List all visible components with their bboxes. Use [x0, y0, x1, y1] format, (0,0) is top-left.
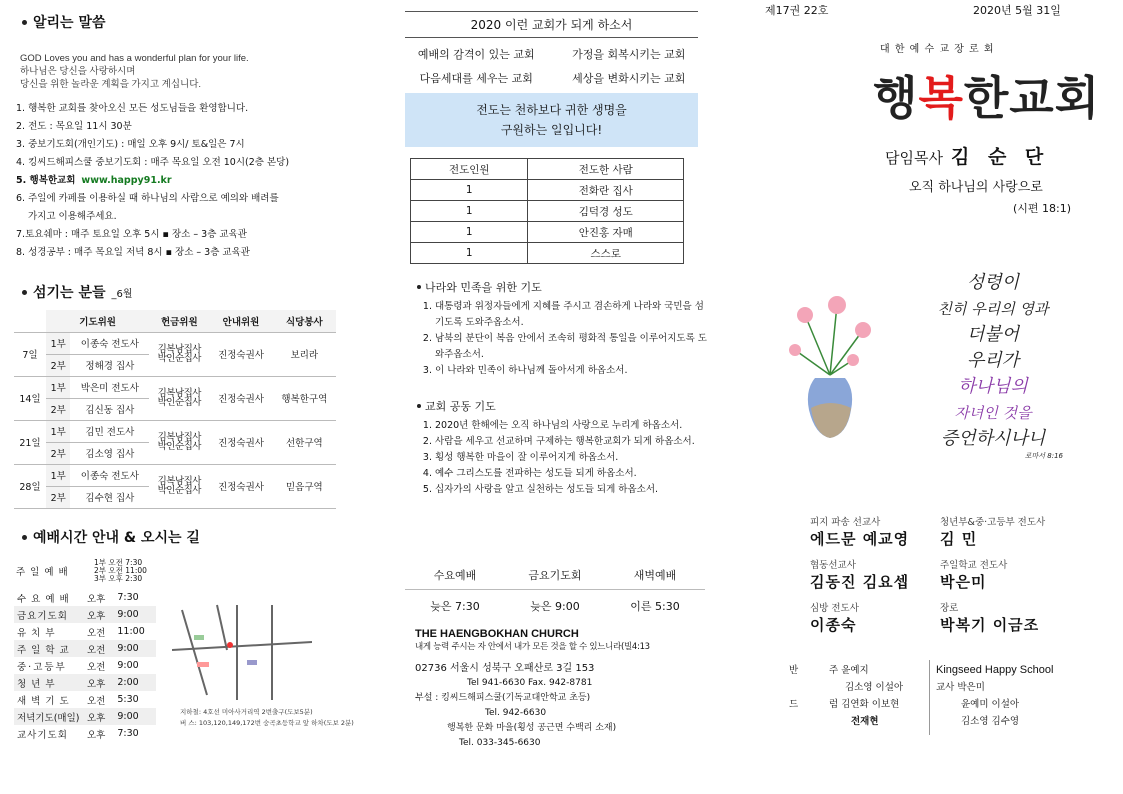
vision-item: 가정을 회복시키는 교회 — [572, 48, 686, 61]
table-row: 1 스스로 — [411, 243, 684, 264]
list-item: 5. 십자가의 사랑을 알고 실천하는 성도들 되게 하옵소서. — [435, 482, 707, 498]
vision-title: 2020 이런 교회가 되게 하소서 — [405, 11, 698, 38]
bullet-icon — [417, 285, 421, 289]
bullet-icon — [417, 404, 421, 408]
table-row: 1 김덕경 성도 — [411, 201, 684, 222]
issue-date: 2020년 5월 31일 — [973, 4, 1061, 17]
table-row: 1 안진홍 자매 — [411, 222, 684, 243]
vision-list — [400, 46, 705, 86]
evangelism-banner: 전도는 천하보다 귀한 생명을 구원하는 일입니다! — [405, 93, 698, 147]
flower-vase-image — [775, 290, 885, 440]
bullet-icon — [22, 535, 27, 540]
notice-item: 2. 전도 : 목요일 11시 30분 — [16, 121, 132, 132]
weekday-services: 수요예배 금요기도회 새벽예배 늦은 7:30 늦은 9:00 이른 5:30 — [405, 567, 705, 614]
evangelism-table: 전도인원 전도한 사람 1 전화란 집사 1 김덕경 성도 1 안진홍 자매 1 스스로 — [410, 158, 684, 264]
theme-verse-ref: (시편 18:1) — [1013, 202, 1072, 215]
vision-item: 세상을 변화시키는 교회 — [572, 72, 686, 85]
church-prayer: 교회 공동 기도 1. 2020년 한해에는 오직 하나님의 사랑으로 누리게 하옵소서. 2. 사람을 세우고 선교하며 구제하는 행복한교회가 되게 하옵소서. 3. 횡성 행복한 마을이 잘 이루어지게 하옵소서. 4. 예수 그리스도를 전파하는 성도들 되게 하옵소서. 5. 십자가의 사랑을 알고 실천하는 성도들 되게 하옵소서. — [417, 398, 707, 498]
servers-title: 섬기는 분들 _6월 — [22, 282, 133, 302]
directions-map — [172, 600, 312, 705]
bullet-icon — [22, 290, 27, 295]
table-row: 유치부 오전 11:00 — [17, 626, 145, 639]
list-item: 2. 사람을 세우고 선교하며 구제하는 행복한교회가 되게 하옵소서. — [435, 434, 707, 450]
list-item: 2. 남북의 분단이 복음 안에서 조속히 평화적 통일을 이루어지도록 도와주옵소서. — [435, 331, 707, 363]
worship-times-table — [14, 589, 156, 742]
flower-icon — [775, 290, 885, 440]
kingseed-school: Kingseed Happy School 교사 박은미 윤예미 이설아 김소영 김수영 — [936, 664, 1054, 727]
table-row: 2부 김신동 집사 — [14, 398, 336, 420]
notice-item: 4. 킹씨드해피스쿨 중보기도회 : 매주 목요일 오전 10시(2층 본당) — [16, 157, 290, 168]
table-row: 교사기도회 오후 7:30 — [17, 728, 139, 741]
list-item: 4. 예수 그리스도를 전파하는 성도들 되게 하옵소서. — [435, 466, 707, 482]
table-row: 주일학교 오전 9:00 — [14, 640, 156, 657]
band-team: 반 주 윤예지 김소영 이설아 드 럼 김연화 이보현 전재현 — [789, 665, 904, 727]
sunday-worship: 주일예배 1부 오전 7:30 2부 오전 11:00 3부 오후 2:30 — [16, 558, 147, 583]
middle-column — [395, 0, 715, 794]
prayer-list — [417, 418, 707, 498]
list-item: 1. 2020년 한해에는 오직 하나님의 사랑으로 누리게 하옵소서. — [435, 418, 707, 434]
staff-entry: 협동선교사 김동진 김요셉 — [810, 560, 910, 591]
bullet-icon — [22, 20, 27, 25]
nation-prayer: 나라와 민족을 위한 기도 1. 대통령과 위정자들에게 지혜를 주시고 겸손하게 나라와 국민을 섬기도록 도와주옵소서. 2. 남북의 분단이 복음 안에서 조속히 평화적 통일을 이루어지도록 도와주옵소서. 3. 이 나라와 민족이 하나님께 돌아서게 하옵소서. — [417, 279, 707, 379]
staff-entry: 심방 전도사 이종숙 — [810, 603, 859, 634]
staff-entry: 청년부&중·고등부 전도사 김 민 — [940, 517, 1046, 548]
staff-entry: 피지 파송 선교사 에드문 예교영 — [810, 517, 910, 548]
table-row: 2부 김소영 집사 — [14, 442, 336, 464]
table-row: 28일 1부 이종숙 전도사 김복남집사 박인순집사 진정숙권사 믿음구역 — [14, 464, 336, 486]
notice-item: 8. 성경공부 : 매주 목요일 저녁 8시 ▪ 장소 – 3층 교육관 — [16, 247, 250, 258]
table-row: 중·고등부 오전 9:00 — [17, 660, 139, 673]
table-row: 금요기도회 오후 9:00 — [14, 606, 156, 623]
table-row: 청년부 오후 2:00 — [14, 674, 156, 691]
notice-item: 5. 행복한교회 www.happy91.kr — [16, 175, 172, 186]
list-item: 3. 횡성 행복한 마을이 잘 이루어지게 하옵소서. — [435, 450, 707, 466]
table-row: 7일 1부 이종숙 전도사 김복남집사 박인순집사 진정숙권사 보리라 — [14, 332, 336, 354]
notice-list — [16, 100, 356, 262]
notice-item: 1. 행복한 교회를 찾아오신 모든 성도님들을 환영합니다. — [16, 103, 249, 114]
worship-title: 예배시간 안내 & 오시는 길 — [22, 527, 200, 547]
left-column — [0, 0, 360, 794]
prayer-list — [417, 299, 707, 379]
table-row: 14일 1부 박은미 전도사 김복남집사 박인순집사 진정숙권사 행복한구역 — [14, 376, 336, 398]
address: 02736 서울시 성북구 오패산로 3길 153 — [415, 663, 595, 674]
list-item: 1. 대통령과 위정자들에게 지혜를 주시고 겸손하게 나라와 국민을 섬기도록 도와주옵소서. — [435, 299, 707, 331]
website-link[interactable]: www.happy91.kr — [81, 175, 172, 186]
list-item: 3. 이 나라와 민족이 하나님께 돌아서게 하옵소서. — [435, 363, 707, 379]
church-logo: 행복한교회 — [873, 71, 1101, 125]
church-info: THE HAENGBOKHAN CHURCH 내게 능력 주시는 자 안에서 내가 모든 것을 할 수 있느니라(빌4:13 02736 서울시 성북구 오패산로 3길 153 Tel 941-6630 Fax. 942-8781 부설 : 킹씨드해피스쿨(기독교대안학교 초등) Tel. 942-6630 행복한 문화 마을(횡성 공근면 수백리 소재) Tel. 033-345-6630 — [415, 628, 715, 751]
table-row: 21일 1부 김민 전도사 김복남집사 박인순집사 진정숙권사 선한구역 — [14, 420, 336, 442]
servers-table: 기도위원 헌금위원 안내위원 식당봉사 7일 1부 이종숙 전도사 김복남집사 박인순집사 진정숙권사 보리라 2부 정해경 집사 14일 1부 박은미 전도사 김복남집사 박인순집사 진정숙권사 행복한구역 2부 김신동 집사 21일 1부 김민 전도사 김복남집사 박인순집사 진정숙권사 선한구역 2부 김소영 집사 28일 1부 이종숙 전도사 김복남집사 박인순집사 진정숙권사 믿음구역 2부 김수현 집사 — [14, 310, 336, 509]
vision-item: 다음세대를 세우는 교회 — [419, 72, 533, 85]
table-row: 1 전화란 집사 — [411, 180, 684, 201]
announce-title: 알리는 말씀 — [22, 12, 106, 32]
calligraphy-verse: 성령이 친히 우리의 영과 더불어 우리가 하나님의 자녀인 것을 증언하시나니 로마서 8:16 — [937, 272, 1063, 460]
notice-item: 7.토요쉐마 : 매주 토요일 오후 5시 ▪ 장소 – 3층 교육관 — [16, 229, 247, 240]
notice-item: 6. 주일에 카페를 이용하실 때 하나님의 사람으로 예의와 배려를 — [16, 193, 279, 204]
intro-text: GOD Loves you and has a wonderful plan for your life. 하나님은 당신을 사랑하시며 당신을 위한 놀라운 계획을 가지고 계십니다. — [20, 53, 249, 90]
table-row: 저녁기도(매일) 오후 9:00 — [14, 708, 156, 725]
table-row: 새벽기도 오전 5:30 — [17, 694, 139, 707]
right-column — [745, 0, 1123, 794]
notice-item: 3. 중보기도회(개인기도) : 매일 오후 9시/ 토&일은 7시 — [16, 139, 245, 150]
church-name-en: THE HAENGBOKHAN CHURCH — [415, 628, 579, 640]
table-row: 2부 정해경 집사 — [14, 354, 336, 376]
denomination: 대 한 예 수 교 장 로 회 — [880, 44, 995, 55]
table-row: 수요예배 오후 7:30 — [17, 592, 139, 605]
footer-verse: 내게 능력 주시는 자 안에서 내가 모든 것을 할 수 있느니라(빌4:13 — [415, 642, 650, 652]
vision-item: 예배의 감격이 있는 교회 — [417, 48, 535, 61]
staff-list — [810, 514, 1110, 635]
map-icon — [172, 600, 312, 705]
staff-entry: 주일학교 전도사 박은미 — [940, 560, 1008, 591]
map-caption: 지하철: 4호선 미아사거리역 2번출구(도보5분) 버 스: 103,120,149,172번 숭곡초등학교 앞 하차(도보 2분) — [180, 708, 354, 727]
notice-item: 가지고 이용해주세요. — [28, 211, 117, 222]
staff-entry: 장로 박복기 이금조 — [940, 603, 1040, 634]
theme-verse: 오직 하나님의 사랑으로 — [909, 180, 1043, 195]
pastor-line: 담임목사 김 순 단 — [885, 146, 1050, 168]
table-row: 2부 김수현 집사 — [14, 486, 336, 508]
volume-number: 제17권 22호 — [765, 4, 829, 17]
divider — [929, 660, 930, 735]
